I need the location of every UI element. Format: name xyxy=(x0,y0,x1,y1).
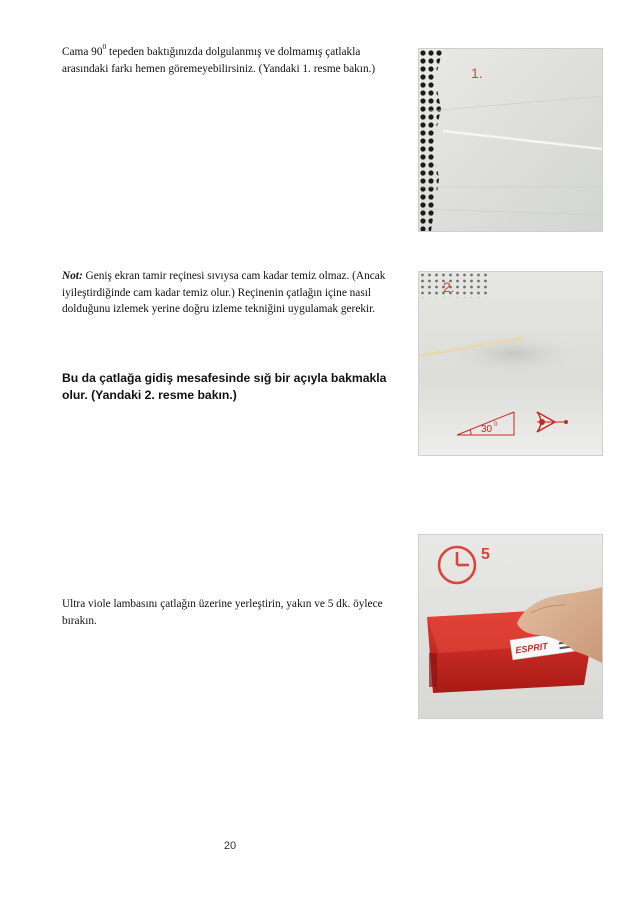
photo-uv-lamp xyxy=(418,534,603,719)
photo-crack-angled-view xyxy=(418,271,603,456)
angle-value: 30 xyxy=(481,424,493,435)
figure-label: 5 xyxy=(481,546,490,563)
paragraph-uv-lamp: Ultra viole lambasını çatlağın üzerine yerleştirin, yakın ve 5 dk. öylece bırakın. xyxy=(62,598,383,627)
photo-crack-top-view xyxy=(418,48,603,232)
paragraph-text: tepeden baktığınızda dolgulanmış ve dolmamış çatlakla arasındaki farkı hemen göremeyebilirsiniz. (Yandaki 1. resme bakın.) xyxy=(62,46,376,75)
paragraph-text: Geniş ekran tamir reçinesi sıvıysa cam kadar temiz olmaz. (Ancak iyileştirdiğinde cam kadar temiz olur.) Reçinenin çatlağın içine nasıl dolduğunu izlemek yerine doğru izleme tekniğini uygulamak gerekir. xyxy=(62,270,386,315)
paragraph-text: Cama 90 xyxy=(62,46,103,58)
lamp-brand: ESPRIT xyxy=(514,640,549,656)
degree-superscript: 0 xyxy=(102,42,107,51)
figure-label: 1. xyxy=(471,65,483,81)
paragraph-note xyxy=(62,268,397,318)
angle-degree: 0 xyxy=(494,422,498,428)
page-number: 20 xyxy=(223,840,237,852)
paragraph-bold: Bu da çatlağa gidiş mesafesinde sığ bir açıyla bakmakla olur. (Yandaki 2. resme bakın.) xyxy=(62,371,387,402)
paragraph-glass-90-degree xyxy=(62,44,397,77)
figure-label: 2. xyxy=(443,279,455,295)
note-label: Not: xyxy=(62,270,83,282)
